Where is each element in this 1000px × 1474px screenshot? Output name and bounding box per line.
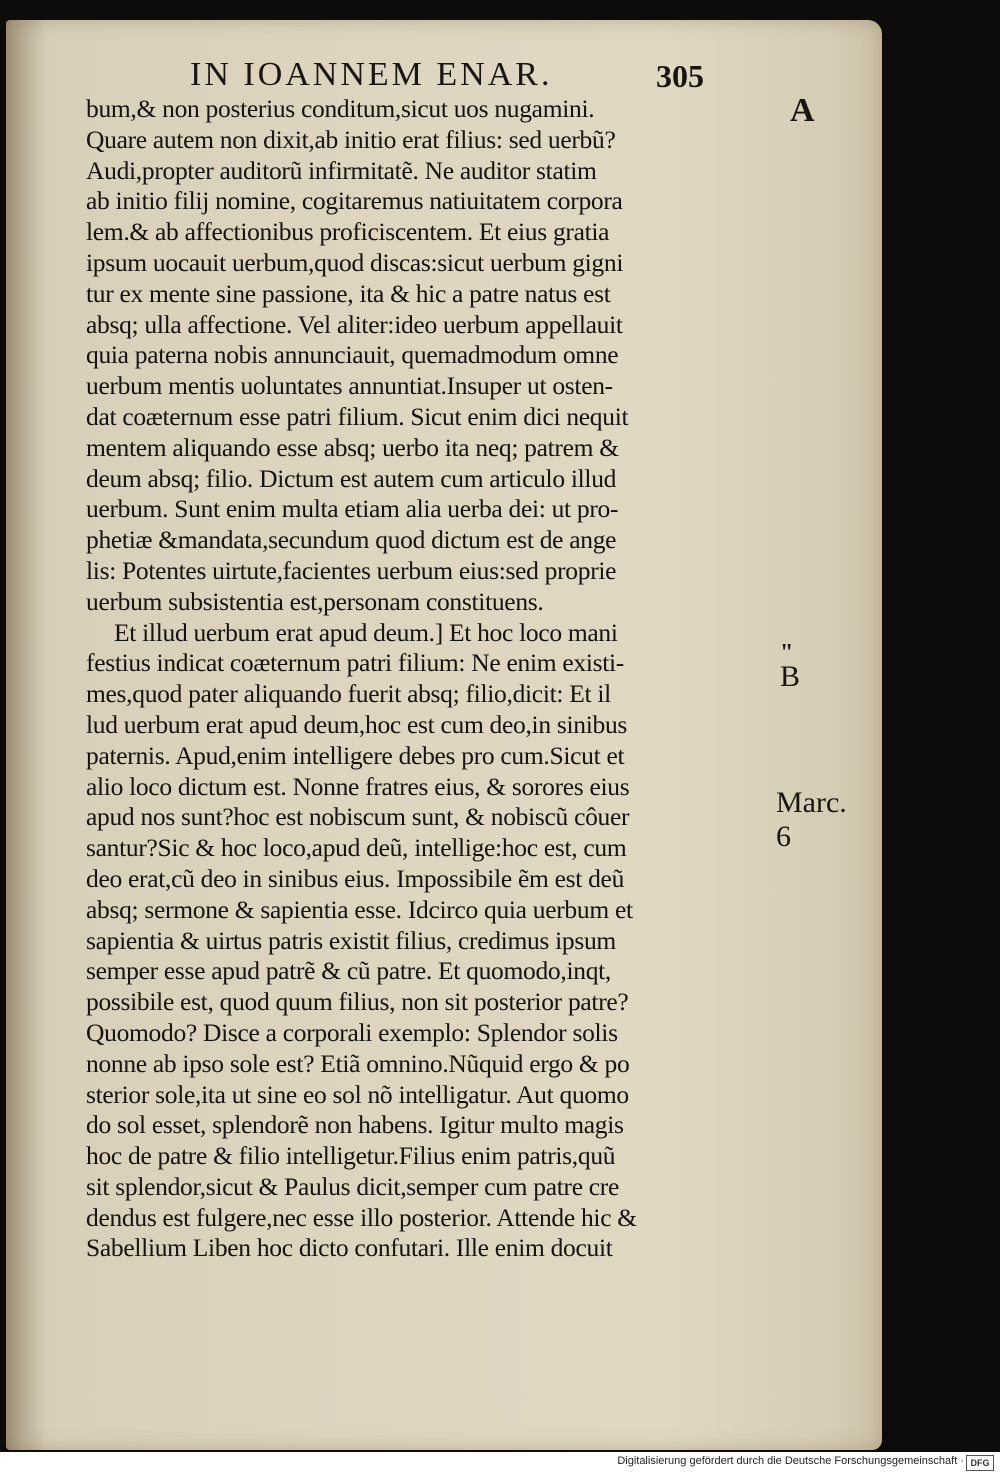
text-line: absq; sermone & sapientia esse. Idcirco quia uerbum et	[86, 894, 633, 924]
text-line: nonne ab ipso sole est? Etiã omnino.Nũquid ergo & po	[86, 1048, 630, 1078]
text-line: quia paterna nobis annunciauit, quemadmodum omne	[86, 340, 619, 370]
margin-note-a: A	[790, 92, 815, 129]
margin-note-quote: "	[780, 640, 794, 666]
text-line: Quare autem non dixit,ab initio erat filius: sed uerbũ?	[86, 124, 616, 154]
text-line: lem.& ab affectionibus proficiscentem. Et eius gratia	[86, 217, 610, 247]
text-line: Audi,propter auditorũ infirmitatẽ. Ne auditor statim	[86, 155, 597, 185]
digitization-credit: Digitalisierung gefördert durch die Deutsche Forschungsgemeinschaft ·	[617, 1455, 964, 1467]
text-line: uerbum subsistentia est,personam constituens.	[86, 586, 544, 616]
text-line: deo erat,cũ deo in sinibus eius. Impossibile ẽm est deũ	[86, 863, 625, 893]
margin-note-b: B	[780, 660, 801, 693]
margin-note-marc-chapter: 6	[776, 820, 791, 853]
dfg-logo: DFG	[966, 1455, 994, 1471]
text-line: uerbum mentis uoluntates annuntiat.Insuper ut osten-	[86, 371, 613, 401]
text-line: lis: Potentes uirtute,facientes uerbum eius:sed proprie	[86, 555, 617, 585]
text-line: hoc de patre & filio intelligetur.Filius enim patris,quũ	[86, 1141, 616, 1171]
text-line: Quomodo? Disce a corporali exemplo: Splendor solis	[86, 1017, 618, 1047]
text-line: mes,quod pater aliquando fuerit absq; filio,dicit: Et il	[86, 679, 611, 709]
running-head: IN IOANNEM ENAR.	[190, 56, 553, 93]
margin-note-marc	[776, 786, 847, 854]
text-line: mentem aliquando esse absq; uerbo ita neq; patrem &	[86, 432, 619, 462]
main-text-block	[86, 94, 786, 1264]
text-line: sit splendor,sicut & Paulus dicit,semper cum patre cre	[86, 1171, 620, 1201]
text-line: Sabellium Liben hoc dicto confutari. Ille enim docuit	[86, 1233, 613, 1263]
text-line: lud uerbum erat apud deum,hoc est cum deo,in sinibus	[86, 709, 628, 739]
margin-note-marc-label: Marc.	[776, 786, 847, 819]
text-line: possibile est, quod quum filius, non sit posterior patre?	[86, 987, 629, 1017]
text-line: festius indicat coæternum patri filium: Ne enim existi-	[86, 648, 625, 678]
gutter-shadow	[6, 20, 46, 1450]
text-line: absq; ulla affectione. Vel aliter:ideo uerbum appellauit	[86, 309, 623, 339]
text-line: uerbum. Sunt enim multa etiam alia uerba dei: ut pro-	[86, 494, 619, 524]
text-line: paternis. Apud,enim intelligere debes pro cum.Sicut et	[86, 740, 625, 770]
text-line: santur?Sic & hoc loco,apud deũ, intellige:hoc est, cum	[86, 833, 627, 863]
text-line: dat coæternum esse patri filium. Sicut enim dici nequit	[86, 401, 629, 431]
text-line: bum,& non posterius conditum,sicut uos nugamini.	[86, 94, 595, 123]
text-line: tur ex mente sine passione, ita & hic a patre natus est	[86, 278, 611, 308]
text-line: deum absq; filio. Dictum est autem cum articulo illud	[86, 463, 617, 493]
text-line: dendus est fulgere,nec esse illo posterior. Attende hic &	[86, 1202, 637, 1232]
page-number: 305	[656, 58, 704, 94]
text-line: do sol esset, splendorẽ non habens. Igitur multo magis	[86, 1110, 624, 1140]
text-line: sterior sole,ita ut sine eo sol nõ intelligatur. Aut quomo	[86, 1079, 629, 1109]
text-line: Et illud uerbum erat apud deum.] Et hoc loco mani	[114, 617, 618, 647]
text-line: ab initio filij nomine, cogitaremus natiuitatem corpora	[86, 186, 623, 216]
text-line: semper esse apud patrẽ & cũ patre. Et quomodo,inqt,	[86, 956, 612, 986]
text-line: apud nos sunt?hoc est nobiscum sunt, & nobiscũ côuer	[86, 802, 630, 832]
text-line: alio loco dictum est. Nonne fratres eius, & sorores eius	[86, 771, 630, 801]
text-line: sapientia & uirtus patris existit filius, credimus ipsum	[86, 925, 616, 955]
text-line: phetiæ &mandata,secundum quod dictum est de ange	[86, 525, 617, 555]
text-line: ipsum uocauit uerbum,quod discas:sicut uerbum gigni	[86, 247, 624, 277]
